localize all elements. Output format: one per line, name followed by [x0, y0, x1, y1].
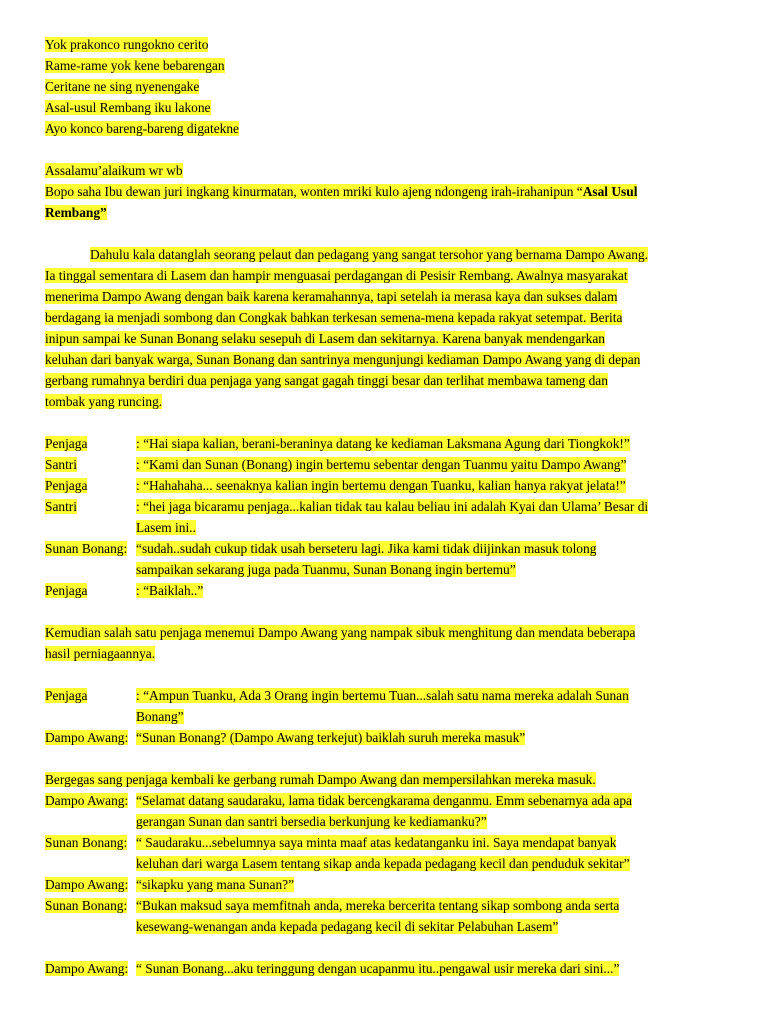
dialog-line: keluhan dari warga Lasem tentang sikap anda kepada pedagang kecil dan penduduk sekitar”: [136, 856, 630, 871]
dialog-line: “sikapku yang mana Sunan?”: [136, 877, 295, 892]
speaker-label: Penjaga: [45, 583, 88, 598]
narrative-line: menerima Dampo Awang dengan baik karena keramahannya, tapi setelah ia merasa kaya dan sukses dalam: [45, 289, 618, 304]
narrative-line: Dahulu kala datanglah seorang pelaut dan pedagang yang sangat tersohor yang bernama Dampo Awang.: [90, 247, 649, 262]
speaker-label: Sunan Bonang:: [45, 541, 128, 556]
speaker-label: Dampo Awang:: [45, 793, 129, 808]
poem-line: Ceritane ne sing nyenengake: [45, 79, 200, 94]
narrative-line: hasil perniagaannya.: [45, 646, 156, 661]
dialog-line: : “Baiklah..”: [136, 583, 204, 598]
dialog-line: “Selamat datang saudaraku, lama tidak bercengkarama denganmu. Emm sebenarnya ada apa: [136, 793, 632, 808]
dialog-line: Lasem ini..: [136, 520, 196, 535]
narrative-line: inipun sampai ke Sunan Bonang selaku sesepuh di Lasem dan sekitarnya. Karena banyak mendengarkan: [45, 331, 606, 346]
narrative-line: Ia tinggal sementara di Lasem dan hampir menguasai perdagangan di Pesisir Rembang. Awalnya masyarakat: [45, 268, 628, 283]
narrative-line: Kemudian salah satu penjaga menemui Dampo Awang yang nampak sibuk menghitung dan mendata beberapa: [45, 625, 636, 640]
speaker-label: Penjaga: [45, 478, 88, 493]
dialog-line: : “Hahahaha... seenaknya kalian ingin bertemu dengan Tuanku, kalian hanya rakyat jelata!”: [136, 478, 626, 493]
poem-line: Ayo konco bareng-bareng digatekne: [45, 121, 239, 136]
narrative-line: tombak yang runcing.: [45, 394, 163, 409]
speaker-label: Santri: [45, 457, 77, 472]
narrative-line: gerbang rumahnya berdiri dua penjaga yang sangat gagah tinggi besar dan terlihat membawa tameng dan: [45, 373, 608, 388]
dialog-line: “ Saudaraku...sebelumnya saya minta maaf atas kedatanganku ini. Saya mendapat banyak: [136, 835, 617, 850]
poem-line: Rame-rame yok kene bebarengan: [45, 58, 225, 73]
dialog-line: : “Hai siapa kalian, berani-beraninya datang ke kediaman Laksmana Agung dari Tiongkok!”: [136, 436, 630, 451]
dialog-line: kesewang-wenangan anda kepada pedagang kecil di sekitar Pelabuhan Lasem”: [136, 919, 559, 934]
intro-line: Bopo saha Ibu dewan juri ingkang kinurmatan, wonten mriki kulo ajeng ndongeng irah-irahanipun “Asal Usul: [45, 184, 638, 199]
speaker-label: Sunan Bonang:: [45, 835, 128, 850]
speaker-label: Santri: [45, 499, 77, 514]
intro-line: Rembang”: [45, 205, 107, 220]
dialog-line: Bonang”: [136, 709, 184, 724]
speaker-label: Sunan Bonang:: [45, 898, 128, 913]
speaker-label: Dampo Awang:: [45, 730, 129, 745]
dialog-line: “Bukan maksud saya memfitnah anda, mereka bercerita tentang sikap sombong anda serta: [136, 898, 620, 913]
dialog-line: : “hei jaga bicaramu penjaga...kalian tidak tau kalau beliau ini adalah Kyai dan Ulama’ Besar di: [136, 499, 649, 514]
poem-line: Yok prakonco rungokno cerito: [45, 37, 209, 52]
dialog-line: : “Kami dan Sunan (Bonang) ingin bertemu sebentar dengan Tuanmu yaitu Dampo Awang”: [136, 457, 627, 472]
speaker-label: Penjaga: [45, 688, 88, 703]
dialog-line: “sudah..sudah cukup tidak usah berseteru lagi. Jika kami tidak diijinkan masuk tolong: [136, 541, 597, 556]
dialog-line: “Sunan Bonang? (Dampo Awang terkejut) baiklah suruh mereka masuk”: [136, 730, 526, 745]
narrative-line: berdagang ia menjadi sombong dan Congkak bahkan terkesan semena-mena kepada rakyat setempat. Berita: [45, 310, 623, 325]
dialog-line: sampaikan sekarang juga pada Tuanmu, Sunan Bonang ingin bertemu”: [136, 562, 516, 577]
narrative-line: keluhan dari banyak warga, Sunan Bonang dan santrinya mengunjungi kediaman Dampo Awang yang di depan: [45, 352, 641, 367]
dialog-line: “ Sunan Bonang...aku teringgung dengan ucapanmu itu..pengawal usir mereka dari sini...”: [136, 961, 620, 976]
dialog-line: : “Ampun Tuanku, Ada 3 Orang ingin bertemu Tuan...salah satu nama mereka adalah Sunan: [136, 688, 629, 703]
speaker-label: Penjaga: [45, 436, 88, 451]
poem-line: Asal-usul Rembang iku lakone: [45, 100, 211, 115]
speaker-label: Dampo Awang:: [45, 961, 129, 976]
greeting: Assalamu’alaikum wr wb: [45, 163, 183, 178]
narrative-line: Bergegas sang penjaga kembali ke gerbang rumah Dampo Awang dan mempersilahkan mereka masuk.: [45, 772, 596, 787]
speaker-label: Dampo Awang:: [45, 877, 129, 892]
dialog-line: gerangan Sunan dan santri bersedia berkunjung ke kediamanku?”: [136, 814, 487, 829]
